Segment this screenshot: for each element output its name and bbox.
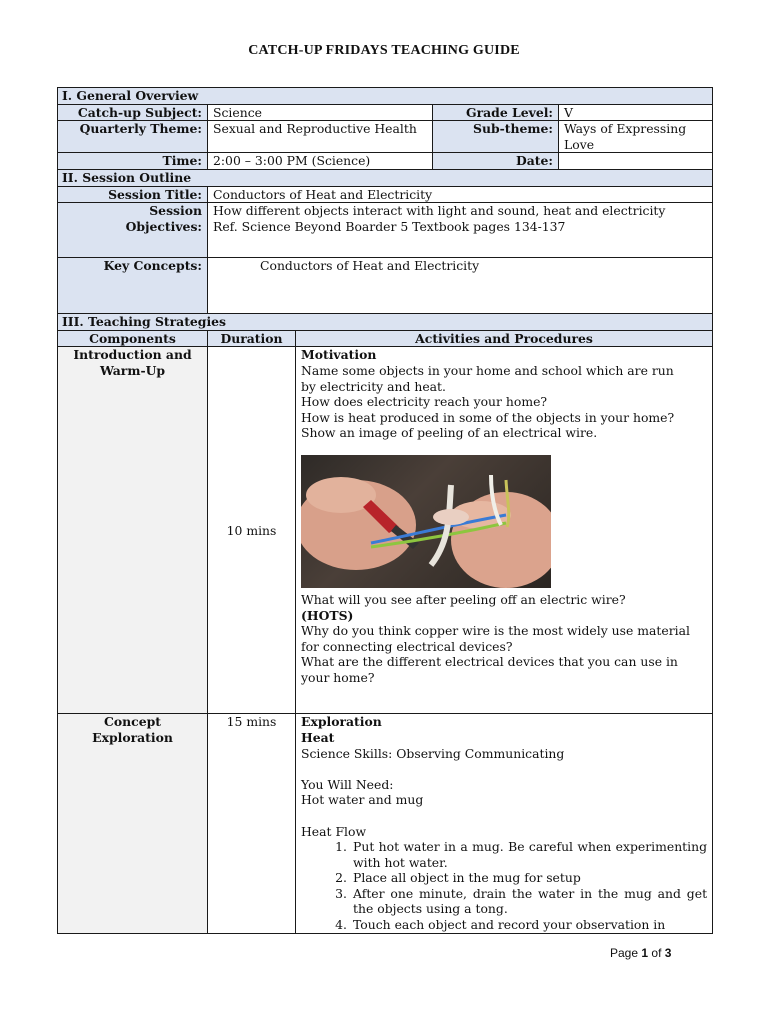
- session-title-value: Conductors of Heat and Electricity: [208, 186, 713, 203]
- section-general-overview: I. General Overview: [58, 88, 713, 105]
- theme-label: Quarterly Theme:: [58, 121, 208, 153]
- session-objectives-value: How different objects interact with light and sound, heat and electricity: [213, 203, 666, 219]
- science-skills: Science Skills: Observing Communicating: [301, 745, 565, 761]
- heat-flow-steps: [301, 839, 707, 933]
- peeling-wire-illustration: [301, 455, 551, 588]
- subject-value: Science: [208, 104, 433, 121]
- date-value[interactable]: [559, 153, 713, 170]
- session-objectives-label: Session Objectives:: [58, 203, 208, 258]
- time-label: Time:: [58, 153, 208, 170]
- list-item: 1. Put hot water in a mug. Be careful when experimenting with hot water.: [335, 839, 708, 870]
- session-title-label: Session Title:: [58, 186, 208, 203]
- subtheme-value: Ways of Expressing Love: [559, 121, 713, 153]
- grade-label: Grade Level:: [433, 104, 559, 121]
- document-title: CATCH-UP FRIDAYS TEACHING GUIDE: [248, 43, 520, 58]
- heat-heading: Heat: [301, 729, 335, 745]
- duration-concept-exploration: 15 mins: [208, 714, 296, 934]
- motivation-heading: Motivation: [301, 347, 377, 363]
- duration-introduction: 10 mins: [208, 347, 296, 714]
- time-value: 2:00 – 3:00 PM (Science): [208, 153, 433, 170]
- list-item: 2. Place all object in the mug for setup: [335, 870, 581, 886]
- hots-question-1: Why do you think copper wire is the most widely use material for connecting electrical devices?: [301, 623, 690, 654]
- date-label: Date:: [433, 153, 559, 170]
- activities-concept-exploration: [296, 714, 713, 934]
- col-header-components: Components: [58, 330, 208, 347]
- theme-value: Sexual and Reproductive Health: [208, 121, 433, 153]
- you-will-need-items: Hot water and mug: [301, 792, 424, 808]
- subtheme-label: Sub-theme:: [433, 121, 559, 153]
- peeling-wire-photo: [301, 455, 551, 588]
- heat-flow-label: Heat Flow: [301, 823, 367, 839]
- hots-label: (HOTS): [301, 607, 354, 623]
- component-introduction: Introduction and Warm-Up: [58, 347, 208, 714]
- page-total: 3: [664, 946, 672, 960]
- component-concept-exploration: Concept Exploration: [58, 714, 208, 934]
- list-item: 4. Touch each object and record your observation in: [335, 917, 666, 933]
- section-session-outline: II. Session Outline: [58, 169, 713, 186]
- after-image-question: What will you see after peeling off an electric wire?: [301, 591, 626, 607]
- key-concepts-label: Key Concepts:: [58, 258, 208, 314]
- session-objectives-reference: Ref. Science Beyond Boarder 5 Textbook pages 134-137: [213, 218, 566, 234]
- activities-introduction: [296, 347, 713, 714]
- page-current: 1: [641, 946, 649, 960]
- col-header-duration: Duration: [208, 330, 296, 347]
- page-number: [610, 946, 671, 960]
- hots-question-2: What are the different electrical devices that you can use in your home?: [301, 654, 678, 685]
- of-word: of: [651, 946, 662, 960]
- motivation-line-4: How is heat produced in some of the objects in your home?: [301, 409, 675, 425]
- you-will-need-label: You Will Need:: [301, 776, 394, 792]
- session-objectives-cell: [208, 203, 713, 258]
- key-concepts-value: Conductors of Heat and Electricity: [208, 258, 713, 314]
- col-header-activities: Activities and Procedures: [296, 330, 713, 347]
- subject-label: Catch-up Subject:: [58, 104, 208, 121]
- motivation-line-3: How does electricity reach your home?: [301, 394, 548, 410]
- motivation-line-2: by electricity and heat.: [301, 378, 446, 394]
- motivation-line-1: Name some objects in your home and school which are run: [301, 362, 674, 378]
- exploration-heading: Exploration: [301, 714, 382, 730]
- motivation-line-5: Show an image of peeling of an electrical wire.: [301, 425, 598, 441]
- list-item: 3. After one minute, drain the water in the mug and get the objects using a tong.: [335, 885, 708, 917]
- page-word: Page: [610, 946, 639, 960]
- teaching-guide-table: [57, 87, 712, 934]
- grade-value: V: [559, 104, 713, 121]
- section-teaching-strategies: III. Teaching Strategies: [58, 314, 713, 331]
